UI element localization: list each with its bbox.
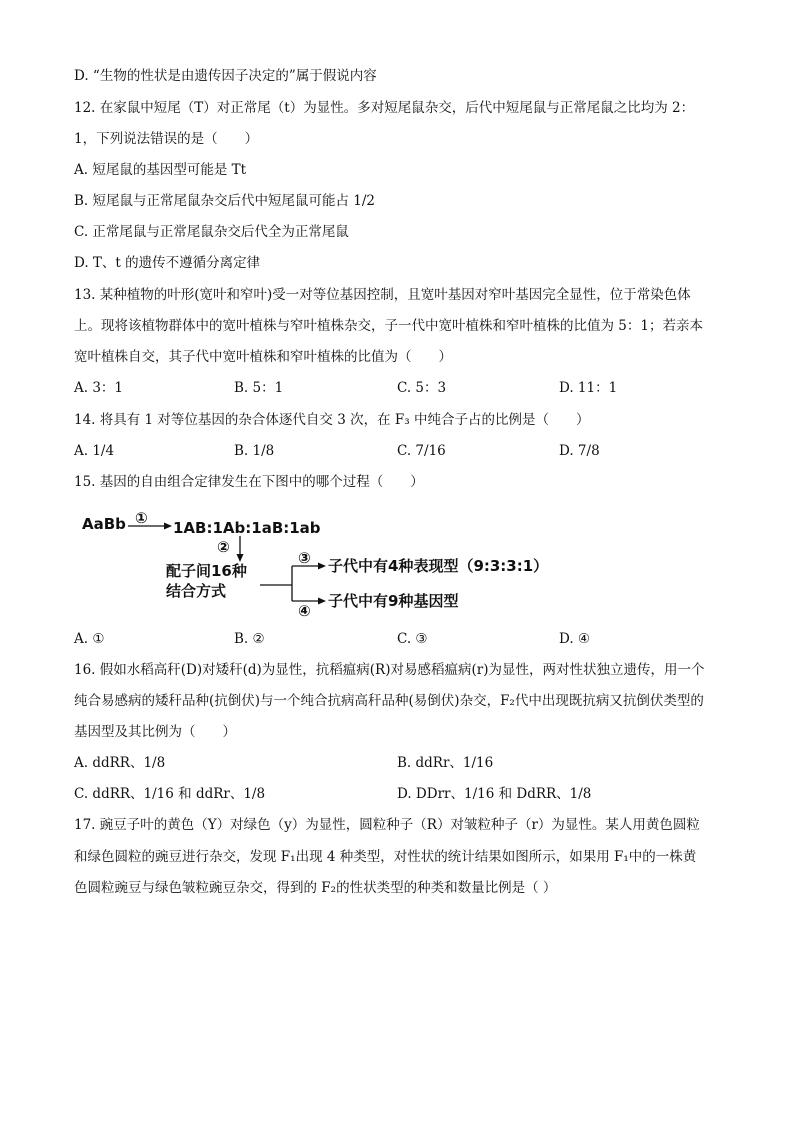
q13-option-a: A. 3：1	[74, 380, 124, 396]
q13-stem-line2: 上。现将该植物群体中的宽叶植株与窄叶植株杂交，子一代中宽叶植株和窄叶植株的比值为 5：1；若亲本	[74, 318, 703, 334]
diagram-combine-line2: 结合方式	[166, 582, 227, 600]
diagram-step4: ④	[298, 602, 311, 618]
diagram-step3: ③	[298, 549, 311, 567]
q12-stem-line1: 12. 在家鼠中短尾（T）对正常尾（t）为显性。多对短尾鼠杂交，后代中短尾鼠与正常尾鼠之比均为 2：	[74, 100, 695, 116]
q15-option-d: D. ④	[559, 631, 591, 647]
q17-stem-line1: 17. 豌豆子叶的黄色（Y）对绿色（y）为显性，圆粒种子（R）对皱粒种子（r）为显性。某人用黄色圆粒	[74, 817, 700, 833]
q17-stem-line2: 和绿色圆粒的豌豆进行杂交，发现 F₁出现 4 种类型，对性状的统计结果如图所示，如果用 F₁中的一株黄	[74, 849, 697, 865]
q13-option-c: C. 5：3	[397, 380, 447, 396]
diagram-step1: ①	[135, 509, 148, 527]
q14-stem: 14. 将具有 1 对等位基因的杂合体逐代自交 3 次，在 F₃ 中纯合子占的比例是（ ）	[74, 412, 590, 428]
q14-option-a: A. 1/4	[74, 443, 115, 459]
diagram-combine-line1: 配子间16种	[166, 562, 247, 580]
q12-stem-line2: 1，下列说法错误的是（ ）	[74, 131, 259, 147]
q12-option-b: B. 短尾鼠与正常尾鼠杂交后代中短尾鼠可能占 1/2	[74, 193, 376, 209]
q16-option-a: A. ddRR、1/8	[74, 755, 166, 771]
diagram-genotypes: 子代中有9种基因型	[328, 592, 459, 610]
q16-stem-line1: 16. 假如水稻高秆(D)对矮秆(d)为显性，抗稻瘟病(R)对易感稻瘟病(r)为显性，两对性状独立遗传，用一个	[74, 662, 705, 678]
q14-option-d: D. 7/8	[559, 443, 600, 459]
q11-option-d: D. “生物的性状是由遗传因子决定的”属于假说内容	[74, 68, 377, 84]
arrow-step3-head	[318, 563, 326, 570]
q15-stem: 15. 基因的自由组合定律发生在下图中的哪个过程（ ）	[74, 474, 424, 490]
q16-option-c: C. ddRR、1/16 和 ddRr、1/8	[74, 786, 266, 802]
diagram-parent: AaBb	[82, 515, 126, 533]
q15-option-b: B. ②	[234, 631, 265, 647]
q13-options	[74, 378, 724, 398]
q15-option-a: A. ①	[74, 631, 105, 647]
q14-option-b: B. 1/8	[234, 443, 275, 459]
q14-option-c: C. 7/16	[397, 443, 446, 459]
q13-option-d: D. 11：1	[559, 380, 618, 396]
arrow-step2-head	[237, 554, 244, 562]
q15-option-c: C. ③	[397, 631, 428, 647]
q13-option-b: B. 5：1	[234, 380, 284, 396]
q13-stem-line3: 宽叶植株自交，其子代中宽叶植株和窄叶植株的比值为（ ）	[74, 349, 452, 365]
arrow-step4-head	[318, 598, 326, 605]
q16-option-b: B. ddRr、1/16	[397, 755, 494, 771]
q13-stem-line1: 13. 某种植物的叶形(宽叶和窄叶)受一对等位基因控制，且宽叶基因对窄叶基因完全显性，位于常染色体	[74, 287, 691, 303]
q16-options-row1	[74, 753, 724, 773]
q16-option-d: D. DDrr、1/16 和 DdRR、1/8	[397, 786, 592, 802]
arrow-step1-head	[164, 523, 172, 530]
diagram-step2: ②	[217, 538, 230, 556]
q16-options-row2	[74, 784, 724, 804]
q12-option-d: D. T、t 的遗传不遵循分离定律	[74, 255, 261, 271]
q12-option-a: A. 短尾鼠的基因型可能是 Tt	[74, 162, 247, 178]
diagram-gametes: 1AB:1Ab:1aB:1ab	[173, 519, 321, 537]
q16-stem-line3: 基因型及其比例为（ ）	[74, 724, 236, 740]
q15-options	[74, 629, 724, 649]
diagram-phenotypes: 子代中有4种表现型（9:3:3:1）	[328, 557, 549, 575]
q12-option-c: C. 正常尾鼠与正常尾鼠杂交后代全为正常尾鼠	[74, 224, 349, 240]
inheritance-diagram	[80, 506, 600, 618]
q14-options	[74, 441, 724, 461]
q17-stem-line3: 色圆粒豌豆与绿色皱粒豌豆杂交，得到的 F₂的性状类型的种类和数量比例是（ ）	[74, 880, 557, 896]
q16-stem-line2: 纯合易感病的矮秆品种(抗倒伏)与一个纯合抗病高秆品种(易倒伏)杂交，F₂代中出现既抗病又抗倒伏类型的	[74, 693, 704, 709]
